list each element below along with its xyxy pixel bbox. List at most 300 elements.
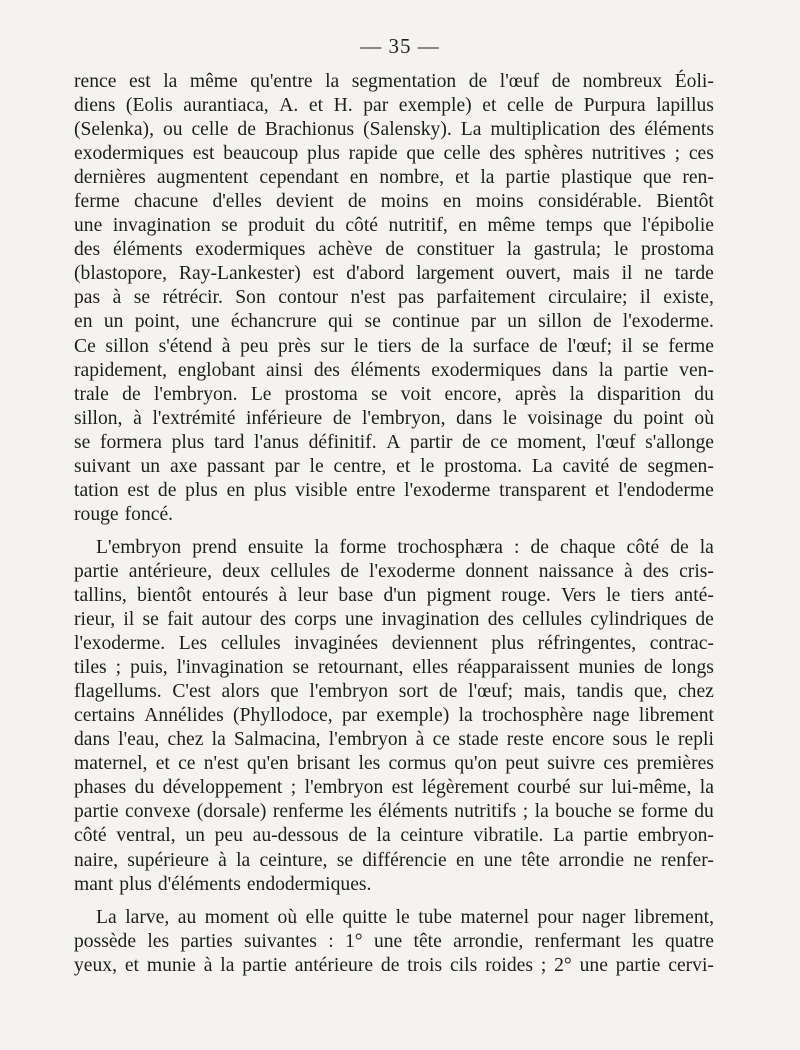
word: et	[155, 753, 170, 775]
word: constituer	[416, 239, 494, 261]
word: entourés	[201, 584, 269, 606]
text-line	[74, 94, 714, 118]
word: prostoma	[641, 239, 714, 261]
word: premières	[636, 753, 714, 775]
paragraph	[74, 906, 714, 978]
word: invagination	[112, 215, 211, 237]
word: forme	[641, 801, 688, 823]
word: ven-	[679, 359, 714, 381]
word: un	[185, 825, 205, 847]
word: de	[468, 71, 488, 92]
word: tandis	[576, 681, 624, 703]
word: renferme	[272, 801, 344, 823]
word: exodermiques	[74, 143, 184, 165]
word: (Eolis	[125, 95, 173, 117]
word: la	[314, 536, 329, 558]
word: une	[579, 954, 608, 976]
word: point	[643, 407, 684, 429]
word: est	[128, 71, 151, 92]
word: pigment	[426, 584, 491, 606]
word: se	[364, 311, 381, 333]
word: ainsi	[265, 359, 303, 381]
word: partie	[583, 825, 629, 847]
word: est	[391, 777, 414, 799]
text-line	[74, 142, 714, 166]
word: bouche	[555, 801, 612, 823]
word: des	[487, 609, 514, 631]
word: entre	[356, 479, 396, 501]
word: La	[460, 119, 482, 141]
word: nombreux	[582, 71, 663, 92]
word: ferme	[668, 335, 714, 357]
word: à	[218, 849, 227, 871]
text-line	[74, 954, 714, 978]
word: se	[74, 431, 91, 453]
word: rieur,	[74, 609, 116, 631]
word: cellules	[522, 609, 582, 631]
word: ;	[290, 777, 297, 799]
word: H.	[333, 95, 353, 117]
word: se	[642, 335, 659, 357]
word: ;	[674, 143, 681, 165]
word: (blastopore,	[74, 263, 168, 285]
word: n'est	[203, 753, 239, 775]
word: endodermiques.	[246, 873, 372, 895]
word: l'embryon	[309, 681, 388, 703]
word: Ray-Lankester)	[178, 263, 301, 285]
word: la	[458, 705, 473, 727]
word: moins	[380, 191, 429, 213]
word: le	[395, 906, 410, 928]
word: se	[336, 849, 354, 871]
paragraph-gap	[74, 897, 714, 906]
word: le	[353, 335, 369, 357]
word: chez	[677, 681, 714, 703]
word: naire,	[74, 849, 119, 871]
text-line	[74, 503, 714, 527]
word: plastique	[561, 167, 632, 189]
paragraph-gap	[74, 527, 714, 536]
text-line	[74, 536, 714, 560]
word: définitif.	[308, 431, 377, 453]
word: à	[415, 729, 425, 751]
word: deviennent	[391, 633, 478, 655]
word: temps	[545, 215, 593, 237]
text-line	[74, 873, 714, 897]
word: la	[534, 801, 549, 823]
word: ouvert,	[505, 263, 561, 285]
text-line	[74, 752, 714, 776]
word: est	[127, 479, 150, 501]
word: éléments	[644, 119, 714, 141]
word: la	[163, 71, 178, 92]
word: nombre,	[379, 167, 445, 189]
word: ce	[490, 431, 508, 453]
word: peu	[214, 825, 243, 847]
word: longs	[671, 657, 714, 679]
word: est	[192, 143, 215, 165]
word: par	[274, 455, 300, 477]
word: nutritif,	[388, 215, 448, 237]
word: Salmacina,	[234, 729, 321, 751]
word: trochosphère	[482, 705, 584, 727]
word: la	[598, 359, 613, 381]
word: que	[603, 215, 632, 237]
word: exemple)	[398, 95, 472, 117]
word: dans	[551, 359, 588, 381]
word: qu'en	[247, 753, 289, 775]
word: qui	[328, 311, 354, 333]
word: la	[449, 335, 464, 357]
word: de	[554, 95, 574, 117]
word: 1°	[344, 930, 363, 952]
word: achève	[318, 239, 373, 261]
word: le	[606, 584, 621, 606]
word: parties	[180, 930, 233, 952]
word: qu'on	[454, 753, 498, 775]
word: différencie	[362, 849, 447, 871]
word: passant	[207, 455, 265, 477]
word: ;	[540, 954, 547, 976]
word: segmentation	[351, 71, 457, 92]
word: ren-	[682, 167, 714, 189]
word: l'embryon.	[153, 383, 238, 405]
word: encore,	[444, 383, 502, 405]
word: 2°	[554, 954, 572, 976]
word: rapide	[348, 143, 398, 165]
word: il	[639, 287, 651, 309]
word: contrac-	[649, 633, 714, 655]
word: partie	[74, 560, 119, 582]
word: il	[621, 263, 633, 285]
word: plus	[253, 479, 287, 501]
word: voisinage	[527, 407, 603, 429]
word: de	[462, 431, 481, 453]
word: Vers	[561, 584, 596, 606]
text-line	[74, 383, 714, 407]
word: cylindriques	[590, 609, 688, 631]
word: moins	[475, 191, 524, 213]
word: à	[203, 954, 213, 976]
word: qu'entre	[250, 71, 313, 92]
word: pour	[537, 906, 574, 928]
text-line	[74, 214, 714, 238]
word: partie	[242, 954, 287, 976]
word: l'extrémité	[152, 407, 236, 429]
text-line	[74, 656, 714, 680]
word: de	[385, 239, 404, 261]
word: la	[480, 167, 495, 189]
text-line	[74, 335, 714, 359]
word: l'eau,	[118, 729, 160, 751]
text-line	[74, 166, 714, 190]
text-line	[74, 608, 714, 632]
word: Bientôt	[656, 191, 714, 213]
word: La	[531, 455, 553, 477]
text-line	[74, 632, 714, 656]
word: quitte	[342, 906, 388, 928]
word: pas	[74, 287, 101, 309]
text-line	[74, 431, 714, 455]
word: à	[278, 584, 288, 606]
word: d'éléments	[157, 873, 241, 895]
word: celle	[443, 143, 481, 165]
word: de	[237, 119, 256, 141]
word: rapidement,	[74, 359, 168, 381]
word: l'embryon	[304, 777, 384, 799]
word: l'embryon	[328, 729, 408, 751]
word: le	[614, 239, 629, 261]
word: au-dessous	[252, 825, 339, 847]
word: l'œuf	[596, 431, 636, 453]
word: prostoma	[284, 383, 358, 405]
word: de	[530, 536, 549, 558]
word: yeux,	[74, 954, 117, 976]
word: de	[539, 335, 558, 357]
word: arrondie,	[453, 930, 524, 952]
word: de	[380, 954, 400, 976]
word: le	[655, 729, 670, 751]
text-line	[74, 849, 714, 873]
word: lui-même,	[611, 777, 692, 799]
word: (Phyllodoce,	[233, 705, 333, 727]
word: autour	[201, 609, 252, 631]
word: développement	[162, 777, 283, 799]
word: elles	[412, 657, 449, 679]
word: :	[328, 930, 334, 952]
word: l'exoderme.	[622, 311, 714, 333]
page-number: — 35 —	[360, 34, 440, 58]
word: tête	[413, 930, 442, 952]
word: Le	[250, 383, 272, 405]
word: continue	[392, 311, 460, 333]
word: se	[221, 215, 238, 237]
word: (Selenka),	[74, 119, 154, 141]
word: arrondie	[558, 849, 625, 871]
word: Ce	[74, 335, 96, 357]
word: munie	[146, 954, 196, 976]
word: prostoma.	[444, 455, 523, 477]
word: du	[134, 777, 155, 799]
word: disparition	[597, 383, 681, 405]
word: sillon	[105, 335, 149, 357]
word: mant	[74, 873, 114, 895]
word: des	[489, 143, 516, 165]
text-line	[74, 190, 714, 214]
word: devient	[276, 191, 334, 213]
word: exodermiques	[431, 359, 542, 381]
text-line	[74, 286, 714, 310]
word: que	[642, 167, 672, 189]
word: largement	[416, 263, 495, 285]
word: par	[470, 311, 496, 333]
word: beaucoup	[223, 143, 299, 165]
text-line	[74, 407, 714, 431]
word: tiles	[74, 657, 107, 679]
text-line	[74, 800, 714, 824]
word: ;	[522, 801, 529, 823]
word: ce	[432, 729, 451, 751]
word: plus	[171, 431, 205, 453]
word: du	[315, 215, 335, 237]
word: considérable.	[537, 191, 642, 213]
word: partie	[74, 801, 119, 823]
word: du	[694, 383, 714, 405]
word: chacune	[133, 191, 199, 213]
text-line	[74, 906, 714, 930]
word: les	[631, 930, 654, 952]
word: trochosphæra	[397, 536, 503, 558]
word: il	[621, 335, 633, 357]
word: flagellums.	[74, 681, 162, 703]
word: de	[340, 560, 359, 582]
word: dans	[74, 729, 110, 751]
word: des	[259, 609, 286, 631]
word: l'endoderme	[617, 479, 714, 501]
word: Purpura	[583, 95, 646, 117]
text-line	[74, 70, 714, 94]
word: tallins,	[74, 584, 127, 606]
word: ce	[178, 753, 196, 775]
word: n'est	[350, 287, 386, 309]
word: à	[623, 560, 633, 582]
word: que,	[634, 681, 668, 703]
word: un	[140, 455, 161, 477]
word: une	[74, 215, 103, 237]
text-line	[74, 776, 714, 800]
word: rétrécir.	[162, 287, 223, 309]
word: côté	[626, 536, 660, 558]
word: maternel,	[74, 753, 148, 775]
word: antérieure,	[128, 560, 212, 582]
word: en	[349, 167, 369, 189]
word: diens	[74, 95, 116, 117]
word: de	[122, 383, 141, 405]
word: la	[699, 777, 714, 799]
word: Brachionus	[264, 119, 355, 141]
word: tiers	[377, 335, 412, 357]
word: parfaitement	[436, 287, 536, 309]
text-line	[74, 310, 714, 334]
text-line	[74, 680, 714, 704]
word: la	[236, 849, 251, 871]
word: où	[694, 407, 714, 429]
word: un	[507, 311, 527, 333]
word: cellules	[270, 560, 331, 582]
word: L'embryon	[96, 536, 182, 558]
word: plus	[119, 873, 152, 895]
word: plus	[491, 633, 524, 655]
word: ces	[688, 143, 714, 165]
word: quatre	[664, 930, 714, 952]
text-line	[74, 455, 714, 479]
body-text	[74, 70, 714, 978]
word: nutritives	[591, 143, 666, 165]
word: celle	[191, 119, 229, 141]
word: même	[189, 71, 238, 92]
word: cellules	[220, 633, 281, 655]
word: les	[147, 930, 170, 952]
word: la	[699, 536, 714, 558]
word: partie	[615, 954, 661, 976]
word: se	[292, 657, 309, 679]
word: l'exoderme	[369, 560, 456, 582]
word: des	[313, 359, 340, 381]
word: des	[642, 560, 669, 582]
paragraph	[74, 70, 714, 527]
word: prend	[192, 536, 237, 558]
word: et	[455, 167, 470, 189]
word: en	[226, 479, 246, 501]
word: englobant	[177, 359, 256, 381]
word: nager	[581, 906, 626, 928]
word: d'un	[383, 584, 417, 606]
word: brisant	[296, 753, 351, 775]
word: (dorsale)	[196, 801, 267, 823]
word: le	[309, 455, 324, 477]
word: deux	[222, 560, 261, 582]
word: aurantiaca,	[183, 95, 269, 117]
word: chez	[167, 729, 204, 751]
word: se	[142, 609, 159, 631]
word: l'œuf;	[468, 681, 514, 703]
word: du	[613, 407, 633, 429]
word: vibratile.	[473, 825, 544, 847]
word: moment	[204, 906, 269, 928]
word: renfermant	[534, 930, 621, 952]
word: dernières	[74, 167, 146, 189]
word: de	[438, 681, 458, 703]
word: même	[487, 215, 536, 237]
word: librement	[638, 705, 714, 727]
word: des	[74, 239, 101, 261]
word: exemple)	[376, 705, 450, 727]
word: de	[347, 191, 367, 213]
word: cervi-	[668, 954, 714, 976]
word: que	[270, 681, 299, 703]
word: foncé.	[124, 503, 174, 525]
word: de	[592, 311, 612, 333]
word: ne	[633, 849, 652, 871]
word: rouge.	[501, 584, 551, 606]
word: sillon,	[74, 407, 123, 429]
word: certains	[74, 705, 135, 727]
word: base	[338, 584, 374, 606]
word: ne	[644, 263, 663, 285]
word: phases	[74, 777, 127, 799]
text-line	[74, 238, 714, 262]
word: fait	[167, 609, 194, 631]
word: C'est	[172, 681, 211, 703]
word: le	[420, 455, 435, 477]
word: nage	[592, 705, 630, 727]
word: alors	[221, 681, 260, 703]
word: mais	[572, 263, 610, 285]
word: forme	[339, 536, 387, 558]
word: la	[325, 71, 340, 92]
word: encore	[552, 729, 605, 751]
word: puis,	[130, 657, 168, 679]
word: l'anus	[254, 431, 299, 453]
word: de	[551, 71, 571, 92]
word: sillon	[538, 311, 582, 333]
word: échancrure	[230, 311, 317, 333]
word: la	[506, 239, 521, 261]
word: surface	[472, 335, 530, 357]
word: et	[308, 95, 324, 117]
word: anté-	[674, 584, 714, 606]
word: partie	[505, 167, 551, 189]
